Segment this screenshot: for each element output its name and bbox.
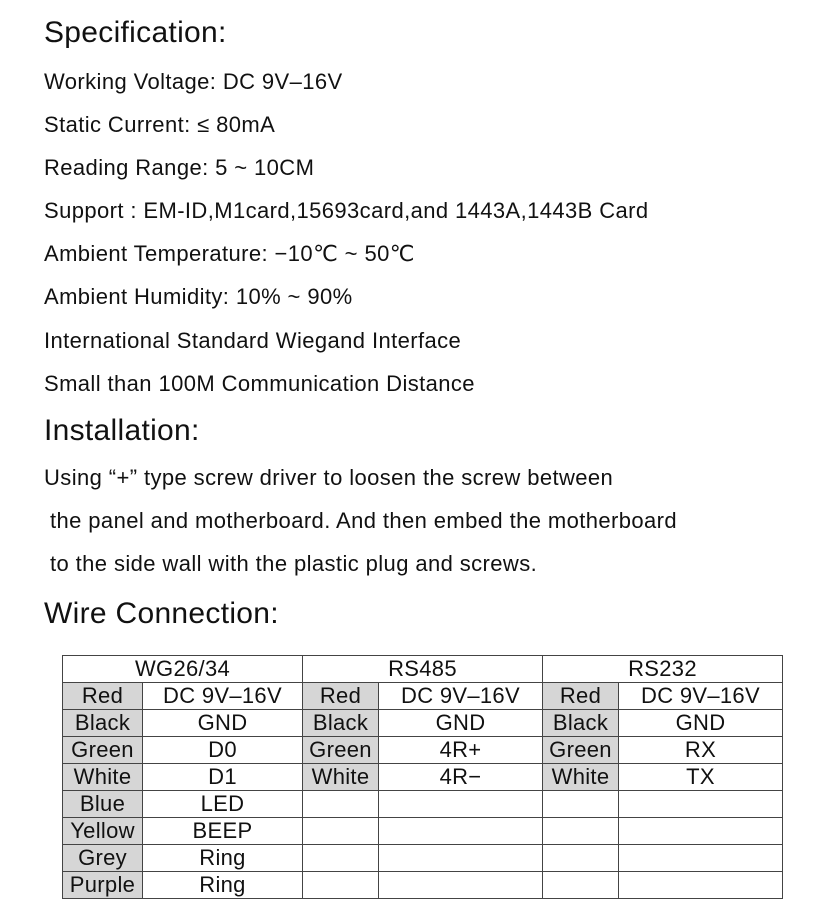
wire-signal-cell: RX xyxy=(619,737,783,764)
table-row xyxy=(63,791,783,818)
empty-cell xyxy=(379,845,543,872)
wire-color-cell: Red xyxy=(63,683,143,710)
wire-signal-cell: D1 xyxy=(143,764,303,791)
table-row xyxy=(63,683,783,710)
wire-signal-cell: DC 9V–16V xyxy=(143,683,303,710)
spec-ambient-humidity: Ambient Humidity: 10% ~ 90% xyxy=(44,284,353,309)
empty-cell xyxy=(543,872,619,899)
wire-color-cell: Black xyxy=(303,710,379,737)
group-title-wg26-34: WG26/34 xyxy=(63,656,303,683)
wire-connection-heading: Wire Connection: xyxy=(44,597,279,630)
wire-signal-cell: DC 9V–16V xyxy=(379,683,543,710)
wire-signal-cell: Ring xyxy=(143,845,303,872)
wire-color-cell: Black xyxy=(63,710,143,737)
wire-signal-cell: GND xyxy=(379,710,543,737)
spec-communication-distance: Small than 100M Communication Distance xyxy=(44,371,475,396)
table-row xyxy=(63,818,783,845)
empty-cell xyxy=(379,818,543,845)
wire-signal-cell: 4R− xyxy=(379,764,543,791)
wire-color-cell: Red xyxy=(543,683,619,710)
table-header-row xyxy=(63,656,783,683)
specification-heading: Specification: xyxy=(44,16,227,49)
wire-signal-cell: BEEP xyxy=(143,818,303,845)
empty-cell xyxy=(543,791,619,818)
spec-wiegand-interface: International Standard Wiegand Interface xyxy=(44,328,462,353)
wire-color-cell: White xyxy=(543,764,619,791)
wire-connection-table xyxy=(62,655,783,899)
empty-cell xyxy=(619,872,783,899)
wire-color-cell: Grey xyxy=(63,845,143,872)
wire-color-cell: Green xyxy=(543,737,619,764)
empty-cell xyxy=(543,845,619,872)
wire-signal-cell: LED xyxy=(143,791,303,818)
wire-color-cell: White xyxy=(303,764,379,791)
wire-color-cell: Green xyxy=(63,737,143,764)
empty-cell xyxy=(379,872,543,899)
empty-cell xyxy=(619,791,783,818)
table-row xyxy=(63,710,783,737)
wire-signal-cell: TX xyxy=(619,764,783,791)
empty-cell xyxy=(303,845,379,872)
table-row xyxy=(63,872,783,899)
empty-cell xyxy=(543,818,619,845)
empty-cell xyxy=(303,872,379,899)
empty-cell xyxy=(379,791,543,818)
installation-line-1: Using “+” type screw driver to loosen the screw between xyxy=(44,465,614,490)
table-row xyxy=(63,845,783,872)
wire-color-cell: Purple xyxy=(63,872,143,899)
table-row xyxy=(63,737,783,764)
wire-color-cell: Blue xyxy=(63,791,143,818)
wire-signal-cell: GND xyxy=(143,710,303,737)
wire-color-cell: Yellow xyxy=(63,818,143,845)
table-row xyxy=(63,764,783,791)
spec-ambient-temperature: Ambient Temperature: −10℃ ~ 50℃ xyxy=(44,241,415,266)
empty-cell xyxy=(619,845,783,872)
spec-support: Support : EM-ID,M1card,15693card,and 1443A,1443B Card xyxy=(44,198,649,223)
wire-color-cell: Green xyxy=(303,737,379,764)
spec-reading-range: Reading Range: 5 ~ 10CM xyxy=(44,155,315,180)
installation-line-2: the panel and motherboard. And then embed the motherboard xyxy=(50,508,678,533)
spec-working-voltage: Working Voltage: DC 9V–16V xyxy=(44,69,343,94)
wire-signal-cell: D0 xyxy=(143,737,303,764)
empty-cell xyxy=(303,791,379,818)
wire-signal-cell: GND xyxy=(619,710,783,737)
installation-line-3: to the side wall with the plastic plug and screws. xyxy=(50,551,538,576)
empty-cell xyxy=(619,818,783,845)
wire-signal-cell: Ring xyxy=(143,872,303,899)
group-title-rs485: RS485 xyxy=(303,656,543,683)
group-title-rs232: RS232 xyxy=(543,656,783,683)
installation-heading: Installation: xyxy=(44,414,200,447)
wire-signal-cell: DC 9V–16V xyxy=(619,683,783,710)
empty-cell xyxy=(303,818,379,845)
wire-color-cell: Red xyxy=(303,683,379,710)
wire-signal-cell: 4R+ xyxy=(379,737,543,764)
wire-color-cell: Black xyxy=(543,710,619,737)
wire-color-cell: White xyxy=(63,764,143,791)
spec-static-current: Static Current: ≤ 80mA xyxy=(44,112,276,137)
